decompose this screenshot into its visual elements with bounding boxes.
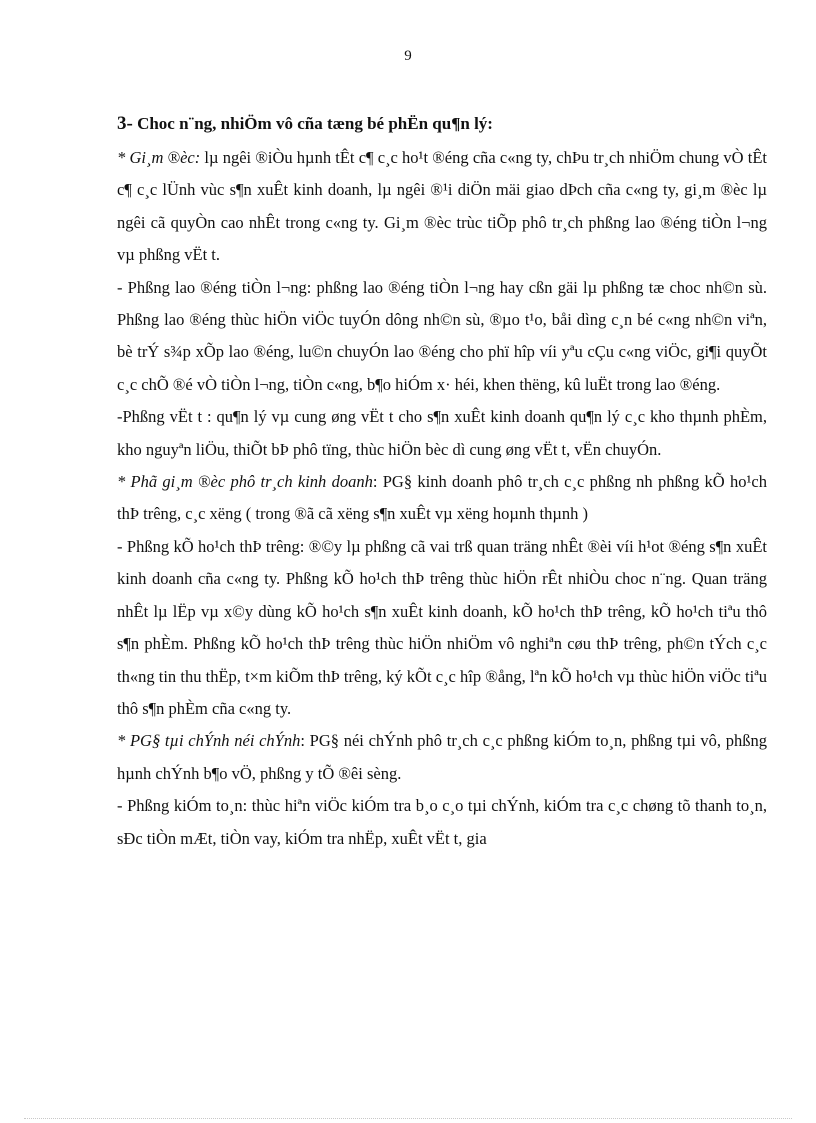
paragraph-director <box>117 142 767 272</box>
paragraph-text: : PG§ néi chÝnh phô tr¸ch c¸c phßng kiÓm to¸n, phßng tµi vô, phßng hµnh chÝnh b¶o vÖ, phßng y tÕ ®êi sèng. <box>117 731 768 783</box>
paragraph-audit-dept <box>117 790 767 855</box>
paragraph-text: -Phßng vËt t : qu¶n lý vµ cung øng vËt t cho s¶n xuÊt kinh doanh qu¶n lý c¸c kho thµnh phÈm, kho nguyªn liÖu, thiÕt bÞ phô tïng, thùc hiÖn bèc dì cung øng vËt t, vËn chuyÓn. <box>117 407 767 459</box>
section-heading <box>117 110 767 138</box>
section-heading-text: Choc n¨ng, nhiÖm vô cña tæng bé phËn qu¶n lý: <box>132 114 493 133</box>
paragraph-text: - Phßng lao ®éng tiÒn l¬ng: phßng lao ®éng tiÒn l¬ng hay cßn gäi lµ phßng tæ choc nh©n sù. Phßng lao ®éng thùc hiÖn viÖc tuyÓn dông nh©n sù, ®µo t¹o, båi dìng c¸n bé c«ng nh©n viªn, bè trÝ s¾p xÕp lao ®éng, lu©n chuyÓn lao ®éng cho phï hîp víi yªu cÇu c«ng viÖc, gi¶i quyÕt c¸c chÕ ®é vÒ tiÒn l¬ng, tiÒn c«ng, b¶o hiÓm x· héi, khen thëng, kû luËt trong lao ®éng. <box>117 277 767 394</box>
document-body <box>117 110 767 855</box>
paragraph-deputy-business <box>117 466 767 531</box>
paragraph-text: - Phßng kiÓm to¸n: thùc hiªn viÖc kiÓm tra b¸o c¸o tµi chÝnh, kiÓm tra c¸c chøng tõ thanh to¸n, sÐc tiÒn mÆt, tiÒn vay, kiÓm tra nhËp, xuÊt vËt t, gia <box>117 796 767 848</box>
section-number: 3- <box>117 113 133 134</box>
paragraph-text: : PG§ kinh doanh phô tr¸ch c¸c phßng nh phßng kÕ ho¹ch thÞ trêng, c¸c xëng ( trong ®ã cã xëng s¶n xuÊt vµ xëng hoµnh thµnh ) <box>117 472 767 524</box>
page-number: 9 <box>404 48 412 64</box>
paragraph-lead: * Gi¸m ®èc: <box>117 148 201 167</box>
paragraph-labor-salary-dept <box>117 272 767 402</box>
page-bottom-divider <box>24 1118 792 1119</box>
paragraph-lead: * PG§ tµi chÝnh néi chÝnh <box>117 731 301 751</box>
paragraph-materials-dept <box>117 401 767 466</box>
paragraph-deputy-finance <box>117 725 767 790</box>
paragraph-planning-market-dept <box>117 531 767 725</box>
paragraph-lead: * Phã gi¸m ®èc phô tr¸ch kinh doanh <box>117 472 373 492</box>
paragraph-text: - Phßng kÕ ho¹ch thÞ trêng: ®©y lµ phßng cã vai trß quan träng nhÊt ®èi víi h¹ot ®éng s¶n xuÊt kinh doanh cña c«ng ty. Phßng kÕ ho¹ch thÞ trêng thùc hiÖn rÊt nhiÒu choc n¨ng. Quan träng nhÊt lµ lËp vµ x©y dùng kÕ ho¹ch s¶n xuÊt kinh doanh, kÕ ho¹ch thÞ trêng, kÕ ho¹ch tiªu thô s¶n phÈm. Phßng kÕ ho¹ch thÞ trêng thùc hiÖn nhiÖm vô nghiªn cøu thÞ trêng, ph©n tÝch c¸c th«ng tin thu thËp, t×m kiÕm thÞ trêng, ký kÕt c¸c hîp ®ång, lªn kÕ ho¹ch vµ thùc hiÖn viÖc tiªu thô s¶n phÈm cña c«ng ty. <box>117 536 767 718</box>
paragraph-text: lµ ngêi ®iÒu hµnh tÊt c¶ c¸c ho¹t ®éng cña c«ng ty, chÞu tr¸ch nhiÖm chung vÒ tÊt c¶ c¸c lÜnh vùc s¶n xuÊt kinh doanh, lµ ngêi ®¹i diÖn mäi giao dÞch cña c«ng ty, gi¸m ®èc lµ ngêi cã quyÒn cao nhÊt trong c«ng ty. Gi¸m ®èc trùc tiÕp phô tr¸ch phßng lao ®éng tiÒn l¬ng vµ phßng vËt t. <box>117 148 767 265</box>
